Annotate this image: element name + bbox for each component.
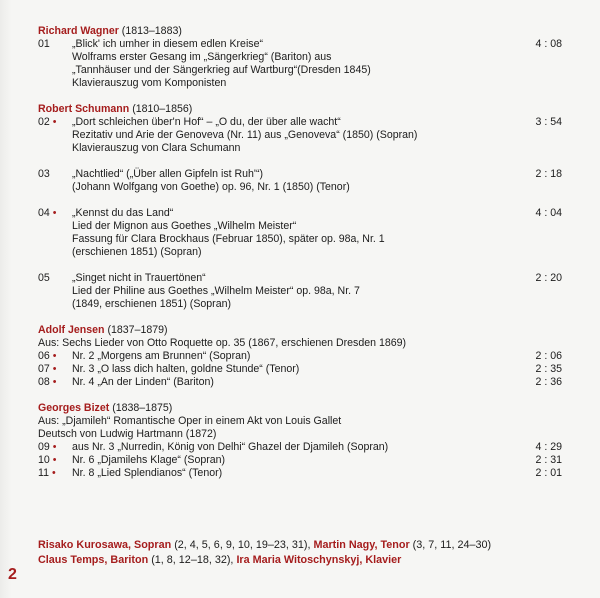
track-description — [72, 350, 562, 363]
track-duration: 4 : 29 — [535, 441, 562, 453]
track-number — [38, 116, 68, 129]
track-number-label: 03 — [38, 168, 50, 180]
track-text-line: Lied der Mignon aus Goethes „Wilhelm Meister“ — [72, 220, 297, 232]
bullet-icon: • — [52, 441, 57, 453]
track-description — [72, 116, 562, 155]
track-number-label: 08 — [38, 376, 50, 388]
work-description: Aus: „Djamileh“ Romantische Oper in einem Akt von Louis Gallet — [38, 415, 342, 427]
track-duration: 2 : 35 — [535, 363, 562, 375]
composer-name: Robert Schumann — [38, 103, 130, 115]
work-description: Deutsch von Ludwig Hartmann (1872) — [38, 428, 217, 440]
track-text-line: Lied der Philine aus Goethes „Wilhelm Meister“ op. 98a, Nr. 7 — [72, 285, 360, 297]
track-description — [72, 207, 562, 259]
track-text-line: Fassung für Clara Brockhaus (Februar 1850), später op. 98a, Nr. 1 — [72, 233, 385, 245]
performer-credits — [38, 538, 578, 568]
track-number — [38, 168, 68, 181]
track-entry — [38, 376, 562, 389]
track-duration: 2 : 31 — [535, 454, 562, 466]
track-text-line: Wolframs erster Gesang im „Sängerkrieg“ (Bariton) aus — [72, 51, 332, 63]
composer-section — [38, 402, 562, 480]
composer-section — [38, 25, 562, 90]
composer-years: (1810–1856) — [132, 103, 193, 115]
track-entry — [38, 168, 562, 194]
track-number — [38, 376, 68, 389]
page-number: 2 — [8, 566, 17, 583]
performer-name: Martin Nagy, Tenor — [313, 539, 410, 551]
track-entry — [38, 207, 562, 259]
track-text-line: Rezitativ und Arie der Genoveva (Nr. 11) aus „Genoveva“ (1850) (Sopran) — [72, 129, 418, 141]
track-description — [72, 376, 562, 389]
track-description — [72, 454, 562, 467]
page-edge-shadow — [0, 0, 12, 598]
track-number — [38, 207, 68, 220]
track-number — [38, 363, 68, 376]
track-number — [38, 38, 68, 51]
composer-name: Georges Bizet — [38, 402, 110, 414]
track-entry — [38, 467, 562, 480]
bullet-icon: • — [52, 376, 57, 388]
performer-name: Risako Kurosawa, Sopran — [38, 539, 172, 551]
track-duration: 2 : 20 — [535, 272, 562, 284]
track-number-label: 01 — [38, 38, 50, 50]
track-number-label: 04 — [38, 207, 50, 219]
track-text-line: Nr. 4 „An der Linden“ (Bariton) — [72, 376, 214, 388]
track-text-line: aus Nr. 3 „Nurredin, König von Delhi“ Ghazel der Djamileh (Sopran) — [72, 441, 389, 453]
track-text-line: Nr. 2 „Morgens am Brunnen“ (Sopran) — [72, 350, 251, 362]
credits-line-2 — [38, 553, 578, 568]
work-description: Aus: Sechs Lieder von Otto Roquette op. 35 (1867, erschienen Dresden 1869) — [38, 337, 407, 349]
track-duration: 2 : 18 — [535, 168, 562, 180]
track-entry — [38, 363, 562, 376]
track-entry — [38, 350, 562, 363]
composer-heading — [38, 103, 562, 116]
composer-heading — [38, 324, 562, 337]
composer-section — [38, 324, 562, 389]
track-text-line: „Kennst du das Land“ — [72, 207, 174, 219]
track-duration: 4 : 08 — [535, 38, 562, 50]
track-entry — [38, 272, 562, 311]
track-number — [38, 350, 68, 363]
tracklist — [38, 25, 562, 493]
track-number — [38, 467, 68, 480]
track-number — [38, 272, 68, 285]
track-number-label: 02 — [38, 116, 50, 128]
track-entry — [38, 38, 562, 90]
performer-tracks: (2, 4, 5, 6, 9, 10, 19–23, 31), — [171, 539, 314, 551]
track-duration: 3 : 54 — [535, 116, 562, 128]
track-entry — [38, 441, 562, 454]
track-text-line: „Singet nicht in Trauertönen“ — [72, 272, 206, 284]
composer-years: (1837–1879) — [107, 324, 168, 336]
composer-heading — [38, 402, 562, 415]
track-text-line: „Blick' ich umher in diesem edlen Kreise“ — [72, 38, 264, 50]
bullet-icon: • — [52, 116, 57, 128]
track-number-label: 09 — [38, 441, 50, 453]
track-duration: 2 : 01 — [535, 467, 562, 479]
track-text-line: Klavierauszug vom Komponisten — [72, 77, 227, 89]
track-text-line: „Tannhäuser und der Sängerkrieg auf Wartburg“(Dresden 1845) — [72, 64, 371, 76]
track-entry — [38, 116, 562, 155]
track-number-label: 06 — [38, 350, 50, 362]
bullet-icon: • — [52, 467, 56, 479]
composer-name: Richard Wagner — [38, 25, 119, 37]
track-entry — [38, 454, 562, 467]
track-number — [38, 454, 68, 467]
composer-heading — [38, 25, 562, 38]
credits-line-1 — [38, 538, 578, 553]
track-text-line: „Dort schleichen über'n Hof“ – „O du, der über alle wacht“ — [72, 116, 341, 128]
bullet-icon: • — [52, 363, 57, 375]
track-text-line: (1849, erschienen 1851) (Sopran) — [72, 298, 232, 310]
track-number-label: 07 — [38, 363, 50, 375]
composer-years: (1813–1883) — [121, 25, 182, 37]
track-duration: 2 : 06 — [535, 350, 562, 362]
track-text-line: Nr. 6 „Djamilehs Klage“ (Sopran) — [72, 454, 226, 466]
track-description — [72, 441, 562, 454]
track-text-line: „Nachtlied“ („Über allen Gipfeln ist Ruh'“) — [72, 168, 264, 180]
track-number-label: 11 — [38, 467, 49, 479]
composer-years: (1838–1875) — [112, 402, 173, 414]
bullet-icon: • — [52, 207, 57, 219]
performer-tracks: (3, 7, 11, 24–30) — [409, 539, 492, 551]
composer-section — [38, 103, 562, 311]
track-description — [72, 467, 562, 480]
track-description — [72, 168, 562, 194]
bullet-icon: • — [52, 454, 57, 466]
track-text-line: (erschienen 1851) (Sopran) — [72, 246, 202, 258]
bullet-icon: • — [52, 350, 57, 362]
track-text-line: Klavierauszug von Clara Schumann — [72, 142, 241, 154]
track-duration: 4 : 04 — [535, 207, 562, 219]
performer-name: Ira Maria Witoschynskyj, Klavier — [236, 554, 402, 566]
composer-name: Adolf Jensen — [38, 324, 105, 336]
track-text-line: Nr. 3 „O lass dich halten, goldne Stunde“ (Tenor) — [72, 363, 300, 375]
track-number-label: 10 — [38, 454, 50, 466]
track-duration: 2 : 36 — [535, 376, 562, 388]
track-number — [38, 441, 68, 454]
track-number-label: 05 — [38, 272, 50, 284]
track-description — [72, 38, 562, 90]
track-text-line: Nr. 8 „Lied Splendianos“ (Tenor) — [72, 467, 223, 479]
track-text-line: (Johann Wolfgang von Goethe) op. 96, Nr. 1 (1850) (Tenor) — [72, 181, 350, 193]
track-description — [72, 363, 562, 376]
performer-name: Claus Temps, Bariton — [38, 554, 149, 566]
track-description — [72, 272, 562, 311]
performer-tracks: (1, 8, 12–18, 32), — [148, 554, 237, 566]
